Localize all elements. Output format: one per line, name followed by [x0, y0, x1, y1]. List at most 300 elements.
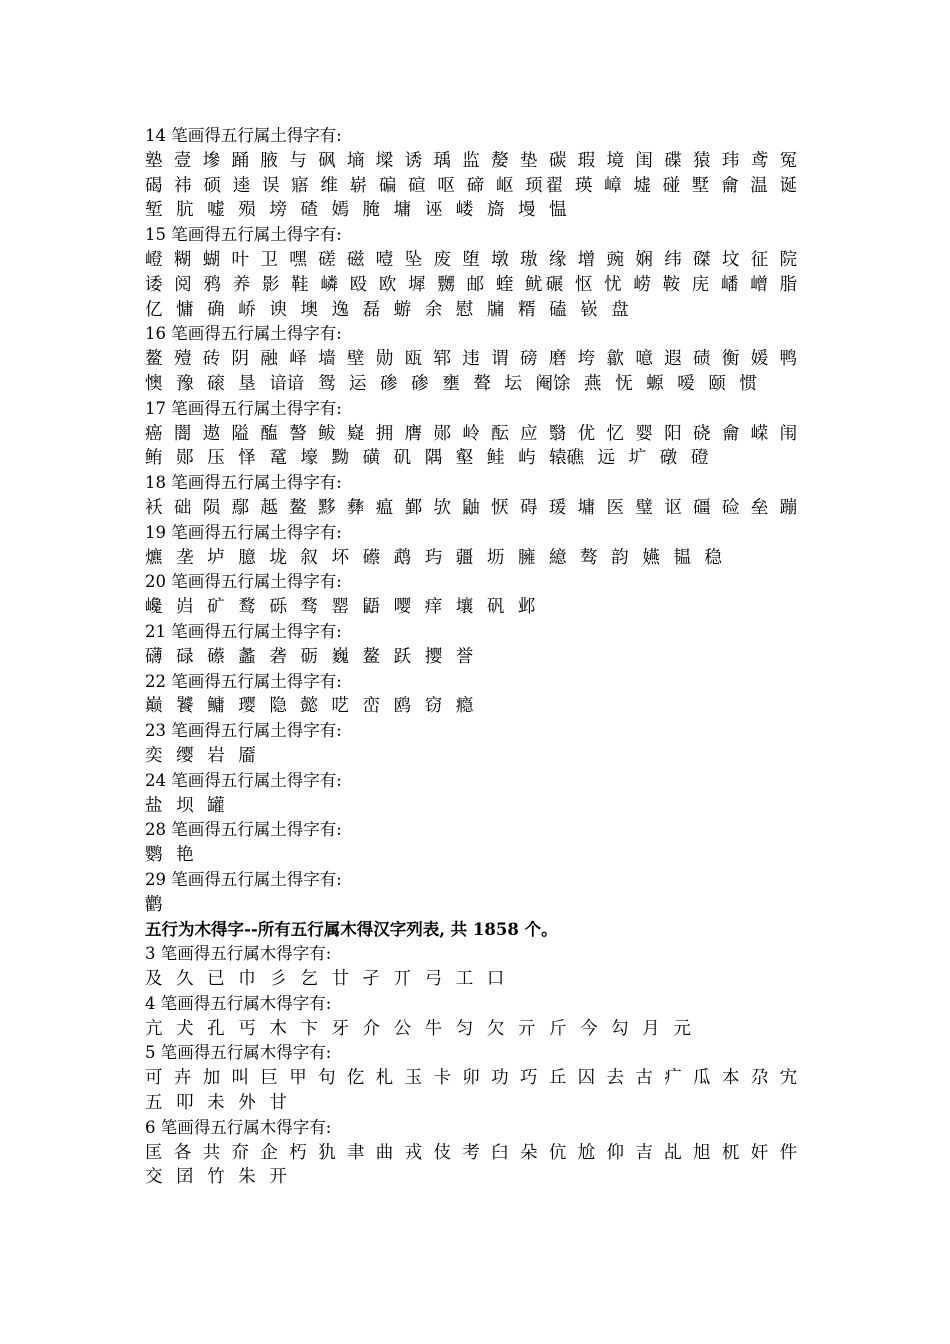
character: 外: [238, 1093, 256, 1114]
character: 慰: [455, 299, 474, 320]
character: 邮: [466, 274, 488, 295]
character: 融: [260, 349, 281, 370]
stroke-count-heading: 17 笔画得五行属土得字有:: [145, 398, 342, 418]
character: 袄: [145, 497, 166, 518]
character: 牙: [331, 1018, 349, 1039]
character: 鳌: [145, 349, 166, 370]
character: 燕: [584, 373, 602, 394]
character: 斤: [549, 1018, 567, 1039]
character: 巧: [519, 1068, 541, 1089]
character: 韫: [673, 547, 691, 568]
character: 盘: [611, 299, 629, 320]
character: 崭: [349, 175, 371, 196]
character: 垆: [207, 547, 225, 568]
character: 懊: [145, 373, 163, 394]
character: 仰: [606, 1142, 627, 1163]
character: 彝: [346, 497, 368, 518]
character: 违: [462, 349, 483, 370]
character: 仡: [346, 1068, 368, 1089]
character: 卞: [300, 1018, 318, 1039]
character: 圹: [628, 448, 647, 469]
character: 闱: [779, 423, 798, 444]
character: 甘: [269, 1093, 287, 1114]
character: 碜: [411, 373, 429, 394]
character: 肮: [176, 200, 194, 221]
character-list-line: [145, 595, 797, 620]
character: 垒: [750, 497, 772, 518]
character: 鞋: [291, 274, 312, 295]
character: 犬: [176, 1018, 194, 1039]
character: 嬿: [642, 547, 660, 568]
character: 礴: [145, 646, 163, 667]
character: 噎: [375, 249, 397, 270]
character: 纬: [664, 249, 685, 270]
character: 辕礁: [549, 448, 585, 469]
character: 缘: [548, 249, 570, 270]
character: 去: [606, 1068, 627, 1089]
character: 件: [779, 1142, 798, 1163]
character: 医: [606, 497, 627, 518]
stroke-count-heading: 4 笔画得五行属木得字有:: [145, 993, 332, 1013]
character: 骜: [580, 547, 598, 568]
character: 娴: [635, 249, 656, 270]
character: 疆: [455, 547, 474, 568]
character: 璧: [635, 497, 656, 518]
character: 脂: [779, 274, 797, 295]
character: 碌: [176, 646, 194, 667]
character: 瑗: [548, 497, 570, 518]
character-list-line: [145, 1091, 797, 1116]
character: 口: [486, 969, 505, 990]
character: 嬲: [437, 274, 458, 295]
stroke-count-heading: 5 笔画得五行属木得字有:: [145, 1043, 332, 1063]
character: 夼: [231, 1142, 252, 1163]
stroke-count-heading: 15 笔画得五行属土得字有:: [145, 225, 342, 245]
character: 养: [232, 274, 254, 295]
character: 诬: [424, 200, 443, 221]
character: 优: [577, 423, 599, 444]
character: 叙: [300, 547, 318, 568]
character: 匀: [455, 1018, 474, 1039]
character: 郓: [433, 349, 454, 370]
character: 岿: [176, 597, 194, 618]
character: 隅: [424, 448, 443, 469]
character-list-line: [145, 446, 797, 471]
character: 鸭: [779, 349, 798, 370]
character: 颐: [708, 373, 726, 394]
character-list-line: [145, 694, 797, 719]
character: 公: [393, 1018, 412, 1039]
character: 瘟: [375, 497, 397, 518]
character: 阴: [231, 349, 252, 370]
character: 垅: [269, 547, 287, 568]
character: 醢: [260, 423, 281, 444]
character-list-line: [145, 893, 797, 918]
character: 压: [207, 448, 225, 469]
character: 玉: [404, 1068, 425, 1089]
character: 堕: [462, 249, 483, 270]
character: 院: [779, 249, 798, 270]
character: 腌: [362, 200, 381, 221]
character: 交: [145, 1167, 163, 1188]
character: 艳: [176, 845, 194, 866]
character: 鹳: [145, 894, 163, 915]
stroke-count-heading: 23 笔画得五行属土得字有:: [145, 721, 342, 741]
character-list-line: [145, 1165, 797, 1190]
character: 工: [455, 969, 474, 990]
character: 囚: [577, 1068, 599, 1089]
character: 豌: [606, 249, 627, 270]
character: 壤: [455, 597, 474, 618]
character: 媛: [750, 349, 772, 370]
character-list-line: [145, 248, 797, 273]
character: 嵝: [455, 200, 474, 221]
character: 叶: [231, 249, 252, 270]
character: 宄: [779, 1068, 798, 1089]
character: 趆: [260, 497, 281, 518]
character-list-line: [145, 149, 797, 174]
stroke-count-heading: 3 笔画得五行属木得字有:: [145, 944, 332, 964]
character: 杌: [721, 1142, 743, 1163]
character: 月: [642, 1018, 660, 1039]
character: 谀: [269, 299, 287, 320]
character: 蹦: [779, 497, 798, 518]
character: 墒: [346, 150, 368, 171]
character: 硗: [693, 423, 714, 444]
character: 嶙: [320, 274, 341, 295]
character: 墉: [393, 200, 412, 221]
character: 螈: [646, 373, 664, 394]
character: 踊: [231, 150, 252, 171]
character: 讴: [664, 497, 685, 518]
character: 朱: [238, 1167, 256, 1188]
character: 謷: [289, 423, 310, 444]
character: 墀: [408, 274, 429, 295]
character: 怃: [615, 373, 633, 394]
character: 呕: [437, 175, 458, 196]
character: 已: [207, 969, 225, 990]
character: 亿: [145, 299, 163, 320]
character: 堑: [145, 200, 163, 221]
character: 瑕: [577, 150, 599, 171]
character: 曲: [375, 1142, 397, 1163]
character: 礓: [693, 497, 714, 518]
character: 墟: [633, 175, 654, 196]
character: 磋: [318, 249, 339, 270]
character: 歙: [606, 349, 627, 370]
stroke-count-heading: 19 笔画得五行属土得字有:: [145, 522, 342, 542]
character: 郧: [433, 423, 454, 444]
character: 墺: [300, 299, 318, 320]
character: 嶒: [750, 274, 771, 295]
character: 征: [750, 249, 772, 270]
character-list-line: [145, 794, 797, 819]
stroke-count-heading: 18 笔画得五行属土得字有:: [145, 473, 342, 493]
character: 废: [433, 249, 454, 270]
character: 嗳: [677, 373, 695, 394]
character: 噫: [635, 349, 656, 370]
character: 叫: [231, 1068, 252, 1089]
character: 磙: [207, 373, 225, 394]
character: 诱: [404, 150, 425, 171]
character: 卯: [462, 1068, 483, 1089]
stroke-count-heading: 16 笔画得五行属土得字有:: [145, 324, 342, 344]
character: 嫣: [331, 200, 349, 221]
stroke-count-heading: 22 笔画得五行属土得字有:: [145, 671, 342, 691]
character-list-line: [145, 372, 797, 397]
character: 邺: [517, 597, 536, 618]
character: 木: [269, 1018, 287, 1039]
character-list-line: [145, 1017, 797, 1042]
character: 崂: [633, 274, 654, 295]
character: 鲅: [318, 423, 339, 444]
character: 聿: [346, 1142, 368, 1163]
character: 欠: [486, 1018, 505, 1039]
character: 鳌: [289, 497, 310, 518]
character: 砖: [202, 349, 224, 370]
character: 臃: [517, 547, 536, 568]
character: 鹉: [393, 547, 412, 568]
character: 猿: [693, 150, 714, 171]
character: 碥: [378, 175, 400, 196]
character: 札: [375, 1068, 397, 1089]
character: 鼬: [462, 497, 483, 518]
character: 峄: [289, 349, 310, 370]
character: 鳌: [362, 646, 381, 667]
character: 衡: [721, 349, 743, 370]
character: 欧: [378, 274, 400, 295]
character: 牛: [424, 1018, 443, 1039]
character: 忆: [606, 423, 627, 444]
character: 瑀: [433, 150, 454, 171]
character: 罂: [331, 597, 349, 618]
character: 墅: [691, 175, 713, 196]
character: 勾: [611, 1018, 629, 1039]
character: 玙: [424, 547, 443, 568]
character: 碍: [519, 497, 541, 518]
character-list-line: [145, 1141, 797, 1166]
stroke-count-heading: 29 笔画得五行属土得字有:: [145, 869, 342, 889]
character: 庑: [691, 274, 713, 295]
character: 殒: [238, 200, 256, 221]
character: 砺: [300, 646, 318, 667]
character: 磨: [548, 349, 570, 370]
character: 塝: [269, 200, 287, 221]
character: 确: [207, 299, 225, 320]
character-list-line: [145, 347, 797, 372]
character: 维: [320, 175, 341, 196]
character: 伎: [433, 1142, 454, 1163]
character: 拥: [375, 423, 397, 444]
character: 逸: [331, 299, 349, 320]
stroke-count-heading: 21 笔画得五行属土得字有:: [145, 621, 342, 641]
character: 矶: [393, 448, 412, 469]
character: 遨: [202, 423, 224, 444]
character: 鄢: [231, 497, 252, 518]
character: 稳: [704, 547, 722, 568]
character: 各: [173, 1142, 195, 1163]
character: 慵: [176, 299, 194, 320]
stroke-count-heading: 28 笔画得五行属土得字有:: [145, 820, 342, 840]
character: 砜: [318, 150, 339, 171]
character: 碳: [548, 150, 570, 171]
character: 奸: [750, 1142, 772, 1163]
character: 尕: [750, 1068, 772, 1089]
character: 嫠: [491, 150, 512, 171]
character: 逵: [232, 175, 254, 196]
character: 婴: [635, 423, 656, 444]
character: 亢: [145, 1018, 163, 1039]
character: 塾: [145, 150, 166, 171]
character: 廿: [331, 969, 349, 990]
character: 诞: [779, 175, 797, 196]
character: 岖: [495, 175, 517, 196]
character: 古: [635, 1068, 656, 1089]
character: 墙: [318, 349, 339, 370]
character: 痒: [424, 597, 443, 618]
character: 殴: [349, 274, 371, 295]
character: 岭: [462, 423, 483, 444]
character: 繶: [549, 547, 567, 568]
character-list-line: [145, 1066, 797, 1091]
character: 糈: [517, 299, 536, 320]
character-list-line: [145, 744, 797, 769]
character: 韵: [611, 547, 629, 568]
character: 巉: [145, 597, 163, 618]
character: 坛: [504, 373, 522, 394]
stroke-count-heading: 24 笔画得五行属土得字有:: [145, 770, 342, 790]
character: 亓: [517, 1018, 536, 1039]
character: 久: [176, 969, 194, 990]
character: 阳: [664, 423, 685, 444]
character-list-line: [145, 546, 797, 571]
character: 峦: [362, 696, 381, 717]
character: 鸦: [203, 274, 225, 295]
character: 共: [202, 1142, 224, 1163]
character: 鲑: [486, 448, 505, 469]
character: 卡: [433, 1068, 454, 1089]
character: 谙谙: [269, 373, 305, 394]
character: 礅: [659, 448, 678, 469]
character: 糊: [173, 249, 195, 270]
character: 卉: [173, 1068, 195, 1089]
character: 鸥: [393, 696, 412, 717]
character: 境: [606, 150, 627, 171]
character: 垫: [519, 150, 541, 171]
character: 顼翟: [525, 175, 567, 196]
character: 瓯: [404, 349, 425, 370]
character: 碟: [664, 150, 685, 171]
character: 祎: [174, 175, 195, 196]
character-list-line: [145, 496, 797, 521]
character: 懿: [300, 696, 318, 717]
character: 龠: [721, 423, 743, 444]
character: 鱿碾: [525, 274, 567, 295]
character: 开: [269, 1167, 287, 1188]
character: 加: [202, 1068, 224, 1089]
character: 鸳: [317, 373, 336, 394]
character: 戎: [404, 1142, 425, 1163]
character: 句: [318, 1068, 339, 1089]
character: 靥: [238, 745, 256, 766]
character: 壑: [455, 448, 474, 469]
character: 彡: [269, 969, 287, 990]
character: 奕: [145, 745, 163, 766]
character: 坟: [721, 249, 743, 270]
character: 酝: [491, 423, 512, 444]
character: 丘: [548, 1068, 570, 1089]
character: 巅: [145, 696, 163, 717]
character: 璎: [238, 696, 256, 717]
character: 闺: [635, 150, 656, 171]
character: 礤: [362, 547, 381, 568]
character: 孑: [362, 969, 381, 990]
character: 阅: [174, 274, 195, 295]
character: 谓: [491, 349, 512, 370]
character: 考: [462, 1142, 483, 1163]
character: 龠: [721, 175, 742, 196]
character: 磊: [362, 299, 381, 320]
character-list-line: [145, 198, 797, 223]
character: 今: [580, 1018, 598, 1039]
character-list-line: [145, 422, 797, 447]
character: 遐: [664, 349, 685, 370]
character: 蠡: [238, 646, 256, 667]
character: 叩: [176, 1093, 194, 1114]
character: 惯: [739, 373, 757, 394]
character: 鹜: [238, 597, 256, 618]
character: 吉: [635, 1142, 656, 1163]
stroke-count-heading: 6 笔画得五行属木得字有:: [145, 1117, 332, 1137]
character: 蝴: [202, 249, 224, 270]
character: 甲: [289, 1068, 310, 1089]
character: 匡: [145, 1142, 166, 1163]
character: 运: [348, 373, 367, 394]
section-title: 五行为木得字--所有五行属木得汉字列表, 共 1858 个。: [145, 919, 558, 939]
character: 臆: [238, 547, 256, 568]
character: 峤: [238, 299, 256, 320]
character: 碣: [145, 175, 166, 196]
character: 介: [362, 1018, 381, 1039]
character-list-line: [145, 843, 797, 868]
character: 巨: [260, 1068, 281, 1089]
character: 勋: [375, 349, 397, 370]
character: 温: [750, 175, 771, 196]
character: 瑛: [574, 175, 596, 196]
character: 旭: [693, 1142, 714, 1163]
character: 诿: [145, 274, 166, 295]
character-list-line: [145, 273, 797, 298]
character: 磺: [362, 448, 381, 469]
stroke-count-heading: 14 笔画得五行属土得字有:: [145, 126, 342, 145]
character: 巾: [238, 969, 256, 990]
character: 黟: [318, 497, 339, 518]
character: 忧: [604, 274, 625, 295]
character: 丌: [393, 969, 412, 990]
character: 影: [261, 274, 283, 295]
character: 嘤: [393, 597, 412, 618]
character: 磕: [549, 299, 567, 320]
character: 垄: [176, 547, 194, 568]
character: 呓: [331, 696, 349, 717]
character: 孔: [207, 1018, 225, 1039]
character: 功: [491, 1068, 512, 1089]
character-list-line: [145, 298, 797, 323]
character: 罐: [207, 795, 225, 816]
character: 礤: [207, 646, 225, 667]
character: 窃: [424, 696, 443, 717]
character: 牖: [486, 299, 505, 320]
